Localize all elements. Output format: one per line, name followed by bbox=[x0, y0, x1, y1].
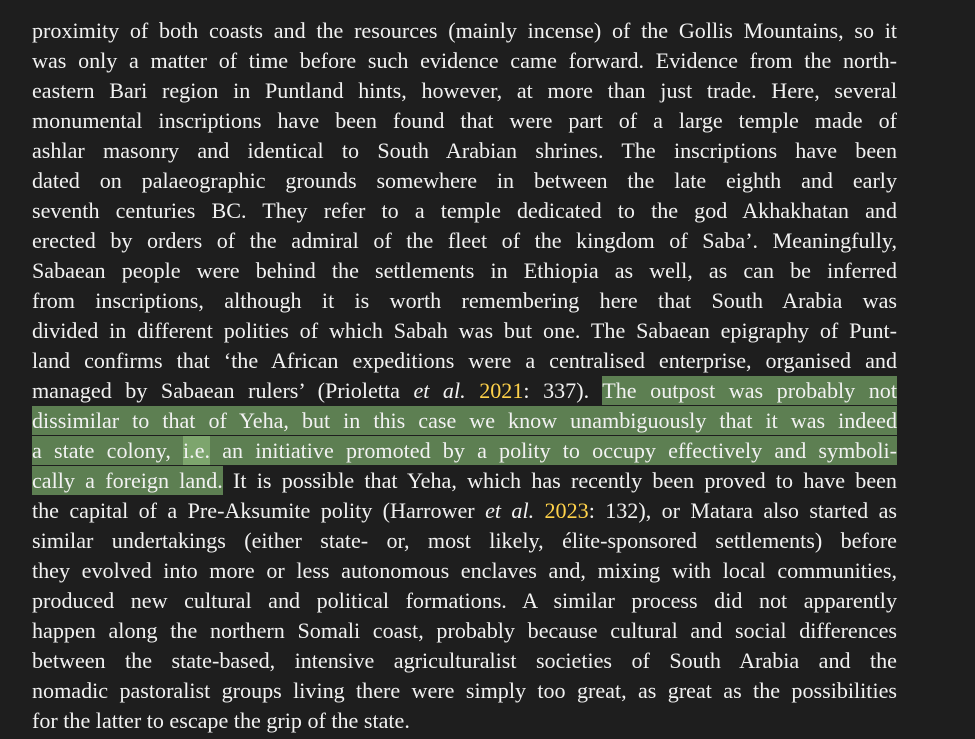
text-line: erected by orders of the admiral of the fleet of the kingdom of Saba’. Meaningfully, bbox=[32, 228, 897, 253]
text-line: for the latter to escape the grip of the state. bbox=[32, 708, 410, 733]
citation-link-2021[interactable]: 2021 bbox=[479, 378, 524, 403]
text-line: similar undertakings (either state- or, most likely, élite-sponsored settlements) before bbox=[32, 528, 897, 553]
text-line: land confirms that ‘the African expeditions were a centralised enterprise, organised and bbox=[32, 348, 897, 373]
text-line: Sabaean people were behind the settlements in Ethiopia as well, as can be inferred bbox=[32, 258, 897, 283]
text-line: they evolved into more or less autonomous enclaves and, mixing with local communities, bbox=[32, 558, 897, 583]
text-line bbox=[32, 496, 897, 526]
text-line: was only a matter of time before such evidence came forward. Evidence from the north- bbox=[32, 48, 897, 73]
text-run bbox=[534, 498, 544, 523]
text-run: It is possible that Yeha, which has recently been proved to have been bbox=[222, 468, 897, 493]
text-line: eastern Bari region in Puntland hints, however, at more than just trade. Here, several bbox=[32, 78, 897, 103]
text-line bbox=[32, 466, 897, 496]
highlighted-ie[interactable]: i.e. bbox=[183, 438, 211, 463]
highlighted-text[interactable]: cally a foreign land. bbox=[32, 468, 223, 493]
text-line: divided in different polities of which Sabah was but one. The Sabaean epigraphy of Punt- bbox=[32, 318, 897, 343]
text-line bbox=[32, 436, 897, 466]
text-line: nomadic pastoralist groups living there were simply too great, as great as the possibilities bbox=[32, 678, 897, 703]
text-line: happen along the northern Somali coast, probably because cultural and social differences bbox=[32, 618, 897, 643]
et-al-italic: et al. bbox=[485, 498, 535, 523]
text-line: produced new cultural and political formations. A similar process did not apparently bbox=[32, 588, 897, 613]
text-line bbox=[32, 406, 897, 436]
text-line: seventh centuries BC. They refer to a temple dedicated to the god Akhakhatan and bbox=[32, 198, 897, 223]
text-line: ashlar masonry and identical to South Arabian shrines. The inscriptions have been bbox=[32, 138, 897, 163]
highlighted-text[interactable]: The outpost was probably not bbox=[602, 378, 897, 403]
text-run: managed by Sabaean rulers’ (Prioletta bbox=[32, 378, 414, 403]
document-text bbox=[32, 16, 897, 736]
et-al-italic: et al. bbox=[413, 378, 466, 403]
highlighted-text[interactable]: an initiative promoted by a polity to occupy effectively and symboli- bbox=[210, 438, 897, 463]
text-line: proximity of both coasts and the resources (mainly incense) of the Gollis Mountains, so it bbox=[32, 18, 897, 43]
text-run bbox=[466, 378, 480, 403]
text-run: : 132), or Matara also started as bbox=[588, 498, 897, 523]
text-line: from inscriptions, although it is worth remembering here that South Arabia was bbox=[32, 288, 897, 313]
text-line bbox=[32, 376, 897, 406]
text-run: : 337). bbox=[523, 378, 603, 403]
highlighted-text[interactable]: a state colony, bbox=[32, 438, 184, 463]
citation-link-2023[interactable]: 2023 bbox=[544, 498, 589, 523]
highlighted-text[interactable]: dissimilar to that of Yeha, but in this case we know unambiguously that it was indeed bbox=[32, 408, 897, 433]
text-line: dated on palaeographic grounds somewhere in between the late eighth and early bbox=[32, 168, 897, 193]
text-line: monumental inscriptions have been found that were part of a large temple made of bbox=[32, 108, 897, 133]
text-line: between the state-based, intensive agriculturalist societies of South Arabia and the bbox=[32, 648, 897, 673]
text-run: the capital of a Pre-Aksumite polity (Harrower bbox=[32, 498, 486, 523]
